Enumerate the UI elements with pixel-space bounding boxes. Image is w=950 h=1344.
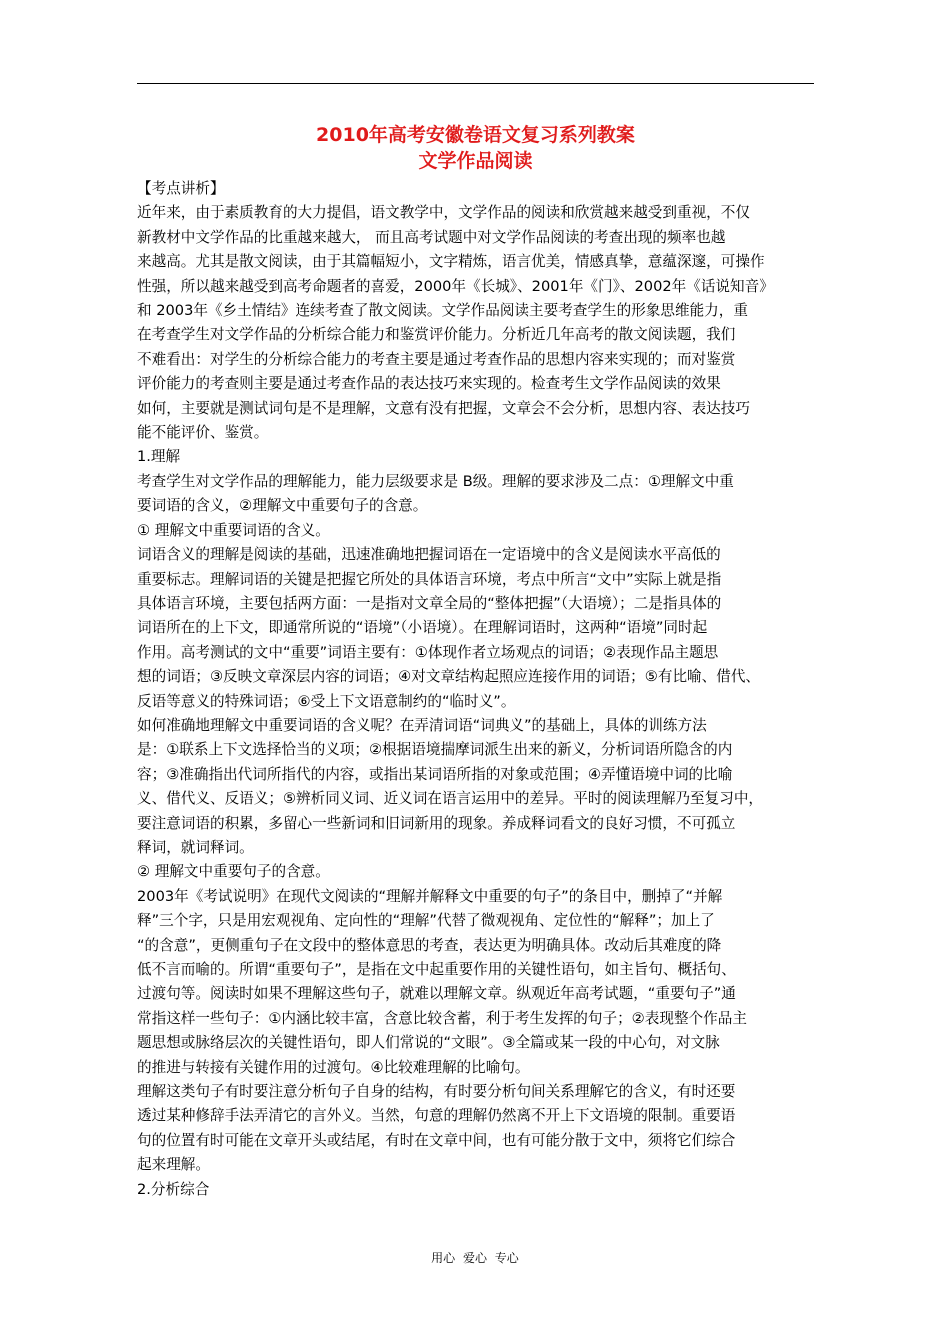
body-line: 评价能力的考查则主要是通过考查作品的表达技巧来实现的。检查考生文学作品阅读的效果 [137,375,721,393]
body-line: 句的位置有时可能在文章开头或结尾，有时在文章中间，也有可能分散于文中，须将它们综合 [137,1131,736,1149]
body-line: 低不言而喻的。所谓“重要句子”，是指在文中起重要作用的关键性语句，如主旨句、概括句、 [137,961,736,978]
body-line: 不难看出：对学生的分析综合能力的考查主要是通过考查作品的思想内容来实现的；而对鉴赏 [137,350,736,368]
page-footer: 用心 爱心 专心 [431,1251,519,1265]
body-line: 要注意词语的积累，多留心一些新词和旧词新用的现象。养成释词看文的良好习惯，不可孤立 [137,814,736,832]
body-line: 1.理解 [137,448,181,466]
body-line: ② 理解文中重要句子的含意。 [137,863,330,881]
title-line-2: 文学作品阅读 [418,150,533,172]
document-body [137,177,817,1202]
body-line: 【考点讲析】 [137,180,225,197]
body-line: 能不能评价、鉴赏。 [137,424,269,442]
body-line: 性强，所以越来越受到高考命题者的喜爱，2000年《长城》、2001年《门》、2002年《话说知音》 [137,277,774,295]
body-line: 透过某种修辞手法弄清它的言外义。当然，句意的理解仍然离不开上下文语境的限制。重要语 [137,1107,736,1125]
body-line: 2003年《考试说明》在现代文阅读的“理解并解释文中重要的句子”的条目中，删掉了“并解 [137,887,723,905]
body-line: 新教材中文学作品的比重越来越大， 而且高考试题中对文学作品阅读的考查出现的频率也越 [137,228,726,246]
body-line: 理解这类句子有时要注意分析句子自身的结构，有时要分析句间关系理解它的含义，有时还要 [137,1083,736,1101]
body-line: 要词语的含义，②理解文中重要句子的含意。 [137,497,428,515]
body-line: 近年来，由于素质教育的大力提倡，语文教学中，文学作品的阅读和欣赏越来越受到重视，不仅 [137,204,750,222]
body-line: 来越高。尤其是散文阅读，由于其篇幅短小，文字精炼，语言优美，情感真挚，意蕴深邃，可操作 [137,253,765,271]
body-line: 具体语言环境，主要包括两方面：一是指对文章全局的“整体把握”（大语境）；二是指具体的 [137,594,722,612]
body-line: 词语含义的理解是阅读的基础，迅速准确地把握词语在一定语境中的含义是阅读水平高低的 [137,546,721,564]
body-line: 在考查学生对文学作品的分析综合能力和鉴赏评价能力。分析近几年高考的散文阅读题，我们 [137,326,736,344]
body-line: “的含意”，更侧重句子在文段中的整体意思的考查，表达更为明确具体。改动后其难度的降 [137,936,722,954]
document-title [137,122,814,174]
body-line: 2.分析综合 [137,1180,210,1198]
body-line: 词语所在的上下文，即通常所说的“语境”（小语境）。在理解词语时，这两种“语境”同时起 [137,619,708,637]
body-line: 释”三个字，只是用宏观视角、定向性的“理解”代替了微观视角、定位性的“解释”；加上了 [137,912,715,930]
body-line: 容；③准确指出代词所指代的内容，或指出某词语所指的对象或范围；④弄懂语境中词的比喻 [137,765,733,783]
body-line: 反语等意义的特殊词语；⑥受上下文语意制约的“临时义”。 [137,692,516,710]
body-line: 作用。高考测试的文中“重要”词语主要有：①体现作者立场观点的词语；②表现作品主题思 [137,643,719,661]
title-line-1: 2010年高考安徽卷语文复习系列教案 [316,124,635,146]
body-line: 想的词语；③反映文章深层内容的词语；④对文章结构起照应连接作用的词语；⑤有比喻、借代、 [137,668,761,686]
body-line: 如何，主要就是测试词句是不是理解，文意有没有把握，文章会不会分析，思想内容、表达技巧 [137,399,750,417]
body-line: 义、借代义、反语义；⑤辨析同义词、近义词在语言运用中的差异。平时的阅读理解乃至复习中， [137,790,764,808]
body-line: 过渡句等。阅读时如果不理解这些句子，就难以理解文章。纵观近年高考试题，“重要句子”通 [137,985,736,1003]
body-line: 题思想或脉络层次的关键性语句，即人们常说的“文眼”。③全篇或某一段的中心句，对文脉 [137,1034,720,1052]
body-line: 释词，就词释词。 [137,838,254,856]
body-line: 起来理解。 [137,1156,210,1174]
body-line: 和 2003年《乡土情结》连续考查了散文阅读。文学作品阅读主要考查学生的形象思维能力，重 [137,302,748,320]
body-line: 是：①联系上下文选择恰当的义项；②根据语境揣摩词派生出来的新义，分析词语所隐含的内 [137,741,733,759]
body-line: ① 理解文中重要词语的含义。 [137,521,330,539]
body-line: 考查学生对文学作品的理解能力，能力层级要求是 B级。理解的要求涉及二点：①理解文中重 [137,472,734,490]
header-rule [137,83,814,84]
body-line: 常指这样一些句子：①内涵比较丰富，含意比较含蓄，利于考生发挥的句子；②表现整个作品主 [137,1009,747,1027]
body-line: 重要标志。理解词语的关键是把握它所处的具体语言环境，考点中所言“文中”实际上就是指 [137,570,722,588]
body-line: 如何准确地理解文中重要词语的含义呢？在弄清词语“词典义”的基础上，具体的训练方法 [137,716,707,734]
body-line: 的推进与转接有关键作用的过渡句。④比较难理解的比喻句。 [137,1058,530,1076]
